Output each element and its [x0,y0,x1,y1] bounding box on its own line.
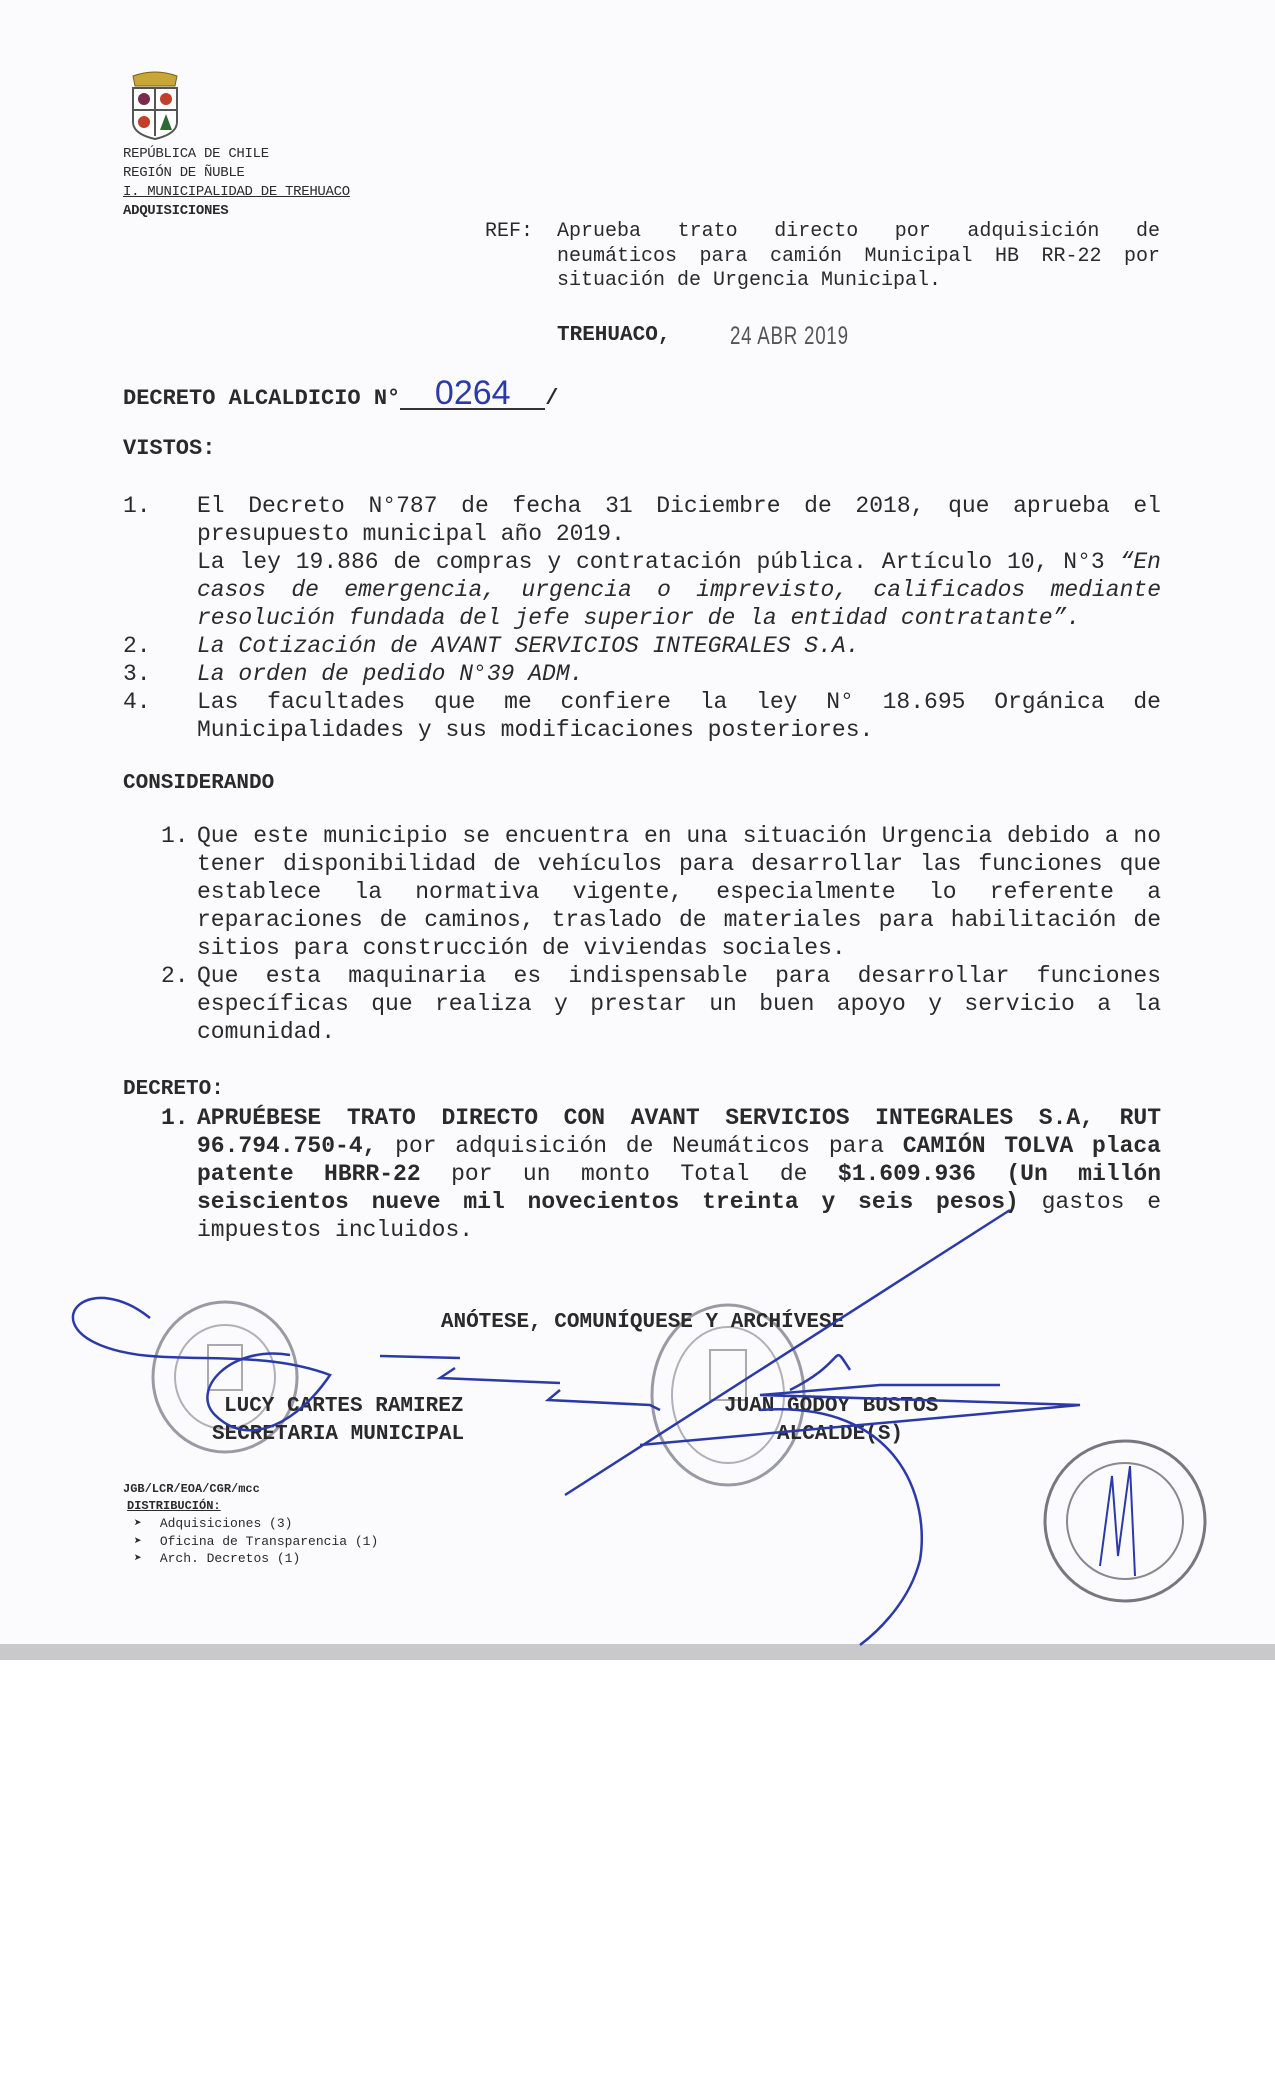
letterhead-region: REGIÓN DE ÑUBLE [123,165,245,181]
item-number: 2. [161,963,189,989]
distribution-item [134,1515,378,1533]
decreto-vehicle: CAMIÓN TOLVA placa patente HBRR-22 [197,1133,1161,1187]
item-text: La Cotización de AVANT SERVICIOS INTEGRALES S.A. [197,633,860,659]
letterhead-municipality: I. MUNICIPALIDAD DE TREHUACO [123,184,350,200]
decreto-amount: $1.609.936 (Un millón seiscientos nueve mil novecientos treinta y seis pesos) [197,1161,1161,1215]
item-text: Las facultades que me confiere la ley N° 18.695 Orgánica de Municipalidades y sus modificaciones posteriores. [197,689,1161,743]
distribution-item [134,1533,378,1551]
decreto-text: gastos e impuestos incluidos. [197,1189,1161,1243]
decree-label: DECRETO ALCALDICIO N° [123,386,401,411]
ref-text: Aprueba trato directo por adquisición de neumáticos para camión Municipal HB RR-22 por situación de Urgencia Municipal. [557,220,1160,292]
signature-1-role: SECRETARIA MUNICIPAL [212,1423,465,1446]
item-text: La orden de pedido N°39 ADM. [197,661,584,687]
considerando-heading: CONSIDERANDO [123,772,275,795]
initials: JGB/LCR/EOA/CGR/mcc [123,1482,260,1496]
signature-2-name: JUAN GODOY BUSTOS [724,1395,939,1418]
decree-suffix: / [545,386,559,411]
distribution-heading-text: DISTRIBUCIÓN [127,1499,214,1513]
item-number: 2. [123,633,151,659]
signature-1-name: LUCY CARTES RAMIREZ [224,1395,464,1418]
decreto-supplier: APRUÉBESE TRATO DIRECTO CON AVANT SERVICIOS INTEGRALES S.A, RUT 96.794.750-4, [197,1105,1161,1159]
item-number: 1. [161,823,189,849]
ref-label: REF: [485,220,534,243]
signature-2-role: ALCALDE(S) [777,1423,904,1446]
distribution-item-text: Arch. Decretos (1) [159,1551,301,1566]
vistos-item-1-text-a: El Decreto N°787 de fecha 31 Diciembre de 2018, que aprueba el presupuesto municipal año 2019. [197,493,1161,547]
item-number: 3. [123,661,151,687]
closing-formula: ANÓTESE, COMUNÍQUESE Y ARCHÍVESE [440,1311,845,1334]
decreto-heading: DECRETO: [123,1078,224,1101]
decreto-text: por adquisición de Neumáticos para [376,1133,903,1159]
decreto-text: por un monto Total de [420,1161,838,1187]
arrow-bullet-icon: ➤ [134,1516,142,1531]
place: TREHUACO, [557,324,671,347]
vistos-item-1-text-b: La ley 19.886 de compras y contratación pública. Artículo 10, N°3 [197,549,1120,575]
distribution-item-text: Adquisiciones (3) [159,1516,293,1531]
distribution-item [134,1550,378,1568]
date-stamp: 24 ABR 2019 [730,322,849,350]
letterhead-country: REPÚBLICA DE CHILE [123,146,269,162]
item-number: 1. [123,493,151,519]
vistos-item-1-quote: “En casos de emergencia, urgencia o imprevisto, calificados mediante resolución fundada del jefe superior de la entidad contratante”. [197,549,1161,631]
arrow-bullet-icon: ➤ [134,1533,142,1549]
distribution-heading: DISTRIBUCIÓN: [127,1499,221,1513]
letterhead-department: ADQUISICIONES [123,203,229,219]
decree-number-handwritten: 0264 [400,378,545,410]
item-text: Que esta maquinaria es indispensable para desarrollar funciones específicas que realiza y prestar un buen apoyo y servicio a la comunidad. [197,963,1161,1045]
item-number: 4. [123,689,151,715]
item-number: 1. [161,1105,189,1131]
arrow-bullet-icon: ➤ [134,1551,142,1566]
vistos-heading: VISTOS: [123,436,216,461]
item-text: Que este municipio se encuentra en una situación Urgencia debido a no tener disponibilidad de vehículos para desarrollar las funciones que establece la normativa vigente, especialmente lo referente a reparaciones de caminos, traslado de materiales para habilitación de sitios para construcción de viviendas sociales. [197,823,1161,961]
distribution-list [134,1515,378,1568]
distribution-item-text: Oficina de Transparencia (1) [159,1533,379,1549]
